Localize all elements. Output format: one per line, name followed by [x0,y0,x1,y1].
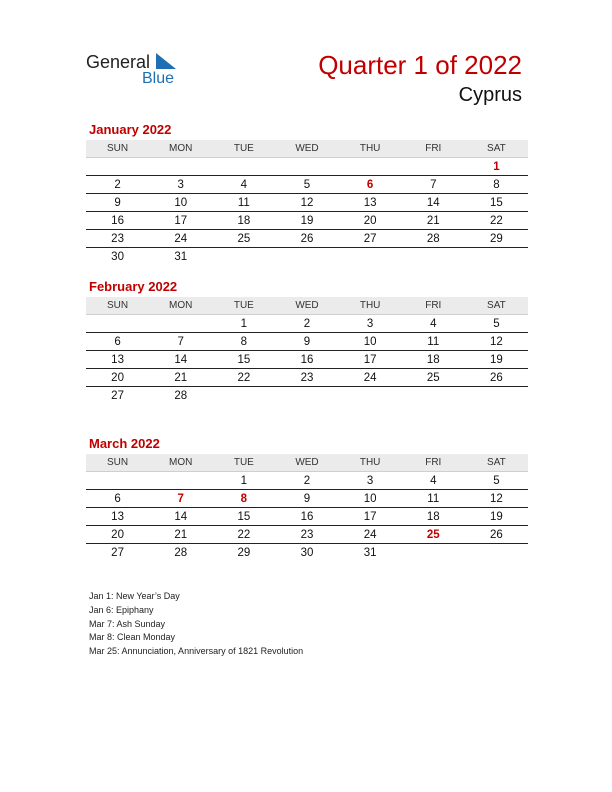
weekday-header: SUN [107,457,129,468]
day-cell: 17 [174,214,188,227]
week-row [86,351,528,369]
day-cell: 16 [300,353,314,366]
day-cell: 14 [174,510,188,523]
weekday-header: THU [359,143,381,154]
week-row [86,472,528,490]
weekday-header: MON [169,457,193,468]
day-cell: 12 [490,492,503,505]
week-row [86,387,528,404]
weekday-header: MON [169,143,193,154]
day-cell: 18 [237,214,251,227]
day-cell: 5 [493,474,500,487]
day-cell: 5 [303,178,311,191]
day-cell: 26 [490,528,503,541]
weekday-header: FRI [425,300,442,311]
holiday-note: Jan 1: New Year’s Day [89,591,180,601]
day-cell: 10 [363,492,377,505]
day-cell: 8 [240,335,248,348]
weekday-header: MON [169,300,193,311]
day-cell: 19 [490,510,503,523]
day-cell: 3 [366,317,374,330]
day-cell: 9 [114,196,121,209]
day-cell: 4 [430,317,437,330]
week-row [86,248,528,265]
day-cell: 21 [174,371,188,384]
day-cell: 11 [427,335,440,348]
day-cell: 26 [300,232,314,245]
weekday-header: SAT [487,457,506,468]
week-row [86,526,528,544]
day-cell: 2 [303,317,311,330]
day-cell: 23 [111,232,124,245]
day-cell: 14 [174,353,188,366]
day-cell: 11 [237,196,250,209]
holiday-day-cell: 25 [426,528,440,541]
weekday-header: SUN [107,143,129,154]
day-cell: 27 [111,546,124,559]
day-cell: 20 [363,214,377,227]
day-cell: 28 [426,232,440,245]
day-cell: 19 [300,214,314,227]
day-cell: 31 [363,546,377,559]
day-cell: 27 [111,389,124,402]
day-cell: 1 [240,317,248,330]
weekday-header: THU [359,457,381,468]
day-cell: 30 [111,250,124,263]
day-cell: 30 [300,546,314,559]
day-cell: 24 [363,528,377,541]
weekday-header: SAT [487,143,506,154]
day-cell: 28 [174,389,188,402]
month-title: March 2022 [89,436,160,451]
day-cell: 11 [427,492,440,505]
month-title: February 2022 [89,279,178,294]
day-cell: 21 [174,528,188,541]
month-title: January 2022 [89,122,172,137]
day-cell: 25 [426,371,440,384]
day-cell: 20 [111,528,124,541]
weekday-header-row [86,454,528,472]
weekday-header: FRI [425,143,442,154]
week-row [86,230,528,248]
day-cell: 5 [493,317,500,330]
day-cell: 22 [237,371,251,384]
day-cell: 4 [430,474,437,487]
weekday-header: WED [295,300,319,311]
weekday-header-row [86,297,528,315]
holiday-day-cell: 6 [366,178,374,191]
day-cell: 3 [177,178,184,191]
day-cell: 4 [240,178,248,191]
day-cell: 24 [174,232,188,245]
day-cell: 9 [303,492,311,505]
day-cell: 8 [493,178,500,191]
day-cell: 17 [363,353,377,366]
day-cell: 20 [111,371,124,384]
day-cell: 29 [237,546,251,559]
week-row [86,315,528,333]
day-cell: 15 [490,196,503,209]
weekday-header: TUE [233,300,254,311]
country-name: Cyprus [458,84,522,106]
day-cell: 29 [490,232,503,245]
page-title: Quarter 1 of 2022 [318,50,522,80]
day-cell: 12 [300,196,314,209]
holiday-notes [89,590,303,659]
weekday-header: THU [359,300,381,311]
day-cell: 27 [363,232,377,245]
day-cell: 15 [237,510,251,523]
day-cell: 15 [237,353,251,366]
weekday-header: WED [295,457,319,468]
weekday-header: SUN [107,300,129,311]
day-cell: 14 [426,196,440,209]
month-calendar-january [86,122,528,265]
day-cell: 13 [363,196,377,209]
weekday-header: WED [295,143,319,154]
week-row [86,194,528,212]
holiday-note: Mar 7: Ash Sunday [89,618,166,629]
day-cell: 6 [114,492,121,505]
week-row [86,544,528,561]
day-cell: 21 [426,214,440,227]
day-cell: 13 [111,510,124,523]
week-row [86,212,528,230]
day-cell: 2 [114,178,121,191]
day-cell: 16 [111,214,124,227]
day-cell: 31 [174,250,188,263]
logo-flag-icon [156,53,180,71]
day-cell: 23 [300,528,314,541]
day-cell: 7 [177,335,184,348]
day-cell: 3 [366,474,374,487]
generalblue-logo [86,50,196,90]
day-cell: 1 [240,474,248,487]
week-row [86,158,528,176]
week-row [86,508,528,526]
day-cell: 16 [300,510,314,523]
weekday-header: TUE [233,457,254,468]
day-cell: 7 [430,178,437,191]
weekday-header-row [86,140,528,158]
holiday-day-cell: 8 [240,492,248,505]
holiday-note: Mar 8: Clean Monday [89,632,176,643]
day-cell: 6 [114,335,121,348]
week-row [86,369,528,387]
day-cell: 22 [237,528,251,541]
day-cell: 18 [426,353,440,366]
day-cell: 13 [111,353,124,366]
day-cell: 19 [490,353,503,366]
week-row [86,333,528,351]
day-cell: 28 [174,546,188,559]
holiday-day-cell: 7 [177,492,184,505]
month-calendar-february [86,279,528,404]
month-calendar-march [86,436,528,561]
day-cell: 10 [174,196,188,209]
day-cell: 17 [363,510,377,523]
holiday-note: Mar 25: Annunciation, Anniversary of 1821 Revolution [89,646,304,657]
day-cell: 24 [363,371,377,384]
day-cell: 9 [303,335,311,348]
weekday-header: SAT [487,300,506,311]
day-cell: 10 [363,335,377,348]
holiday-day-cell: 1 [493,160,500,173]
logo-text-blue: Blue [142,70,175,87]
day-cell: 22 [490,214,503,227]
weekday-header: FRI [425,457,442,468]
day-cell: 23 [300,371,314,384]
weekday-header: TUE [233,143,254,154]
day-cell: 12 [490,335,503,348]
day-cell: 18 [426,510,440,523]
day-cell: 2 [303,474,311,487]
day-cell: 25 [237,232,251,245]
day-cell: 26 [490,371,503,384]
holiday-note: Jan 6: Epiphany [89,604,154,615]
week-row [86,176,528,194]
week-row [86,490,528,508]
logo-text-general: General [86,52,151,72]
